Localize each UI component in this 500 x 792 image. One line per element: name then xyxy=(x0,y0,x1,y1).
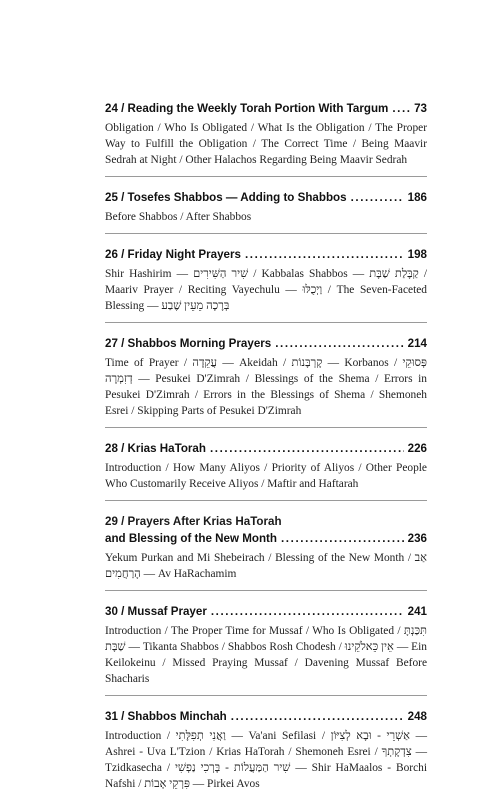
page-number: 248 xyxy=(407,710,427,723)
page-number: 226 xyxy=(407,442,427,455)
divider xyxy=(105,176,427,177)
divider xyxy=(105,427,427,428)
chapter-heading[interactable] xyxy=(105,189,427,206)
chapter-topics: Yekum Purkan and Mi Shebeirach / Blessing of the New Month / אַב הָרַחֲמִים — Av HaRachamim xyxy=(105,552,427,580)
chapter-topics: Shir Hashirim — שִׁיר הַשִּׁירִים / Kabbalas Shabbos — קַבָּלַת שַׁבָּת / Maariv Prayer / Reciting Vayechulu — וַיְכֻלּוּ / The Seven-Faceted Blessing — בְּרָכָה מֵעֵין שֶׁבַע xyxy=(105,268,428,312)
chapter-heading[interactable] xyxy=(105,708,427,725)
dot-leader xyxy=(281,530,404,547)
toc-entry-25 xyxy=(105,189,427,225)
chapter-title-line-2: and Blessing of the New Month xyxy=(105,532,277,545)
dot-leader xyxy=(211,603,404,620)
page-number: 241 xyxy=(407,605,427,618)
chapter-topics: Introduction / How Many Aliyos / Priority of Aliyos / Other People Who Customarily Receive Aliyos / Maftir and Haftarah xyxy=(105,462,427,490)
toc-entry-26 xyxy=(105,246,427,314)
page-number: 236 xyxy=(407,532,427,545)
chapter-heading[interactable] xyxy=(105,530,427,547)
chapter-title: 25 / Tosefes Shabbos — Adding to Shabbos xyxy=(105,191,347,204)
chapter-heading[interactable] xyxy=(105,100,427,117)
chapter-title: 24 / Reading the Weekly Torah Portion With Targum xyxy=(105,102,389,115)
chapter-topics: Obligation / Who Is Obligated / What Is the Obligation / The Proper Way to Fulfill the Obligation / The Correct Time / Being Maavir Sedrah at Night / Other Halachos Regarding Being Maavir Sedrah xyxy=(105,122,427,166)
page-number: 214 xyxy=(407,337,427,350)
chapter-topics: Introduction / וַאֲנִי תְפִלָּתִי — Va'ani Sefilasi / אַשְׁרֵי - וּבָא לְצִיּוֹן — Ashrei - Uva L'Tzion / Krias HaTorah / Shemoneh Esrei / צִדְקָתְךָ — Tzidkasecha / שִׁיר הַמַּעֲלוֹת - בָּרְכִי נַפְשִׁי — Shir HaMaalos - Borchi Nafshi / פִּרְקֵי אָבוֹת — Pirkei Avos xyxy=(105,730,428,790)
chapter-title: 28 / Krias HaTorah xyxy=(105,442,206,455)
chapter-heading[interactable] xyxy=(105,246,427,263)
dot-leader xyxy=(275,335,403,352)
chapter-heading[interactable] xyxy=(105,603,427,620)
chapter-topics: Introduction / The Proper Time for Mussaf / Who Is Obligated / תִּכַּנְתָּ שַׁבָּת — Tikanta Shabbos / Shabbos Rosh Chodesh / אֵין כֵּאלֹקֵינוּ — Ein Keilokeinu / Missed Praying Mussaf / Davening Mussaf Before Shacharis xyxy=(105,625,427,685)
table-of-contents xyxy=(105,100,427,792)
chapter-heading[interactable] xyxy=(105,440,427,457)
chapter-topics: Time of Prayer / עֲקֵדָה — Akeidah / קָרְבָּנוֹת — Korbanos / פְּסוּקֵי דְזִמְרָה — Pesukei D'Zimrah / Blessings of the Shema / Errors in Pesukei D'Zimrah / Errors in the Blessings of Shema / Shemoneh Esrei / Skipping Parts of Pesukei D'Zimrah xyxy=(105,357,427,417)
toc-entry-30 xyxy=(105,603,427,687)
toc-entry-24 xyxy=(105,100,427,168)
chapter-title: 30 / Mussaf Prayer xyxy=(105,605,207,618)
chapter-title-line-1[interactable]: 29 / Prayers After Krias HaTorah xyxy=(105,515,282,528)
dot-leader xyxy=(392,100,410,117)
chapter-title: 26 / Friday Night Prayers xyxy=(105,248,241,261)
dot-leader xyxy=(351,189,404,206)
chapter-title: 31 / Shabbos Minchah xyxy=(105,710,227,723)
chapter-title: 27 / Shabbos Morning Prayers xyxy=(105,337,272,350)
dot-leader xyxy=(231,708,404,725)
divider xyxy=(105,590,427,591)
toc-entry-27 xyxy=(105,335,427,419)
divider xyxy=(105,500,427,501)
toc-entry-28 xyxy=(105,440,427,492)
divider xyxy=(105,322,427,323)
page-number: 186 xyxy=(407,191,427,204)
toc-entry-29 xyxy=(105,513,427,582)
divider xyxy=(105,695,427,696)
dot-leader xyxy=(210,440,404,457)
chapter-topics: Before Shabbos / After Shabbos xyxy=(105,211,252,223)
divider xyxy=(105,233,427,234)
dot-leader xyxy=(245,246,404,263)
toc-entry-31 xyxy=(105,708,427,792)
page-number: 198 xyxy=(407,248,427,261)
chapter-heading[interactable] xyxy=(105,335,427,352)
page-number: 73 xyxy=(414,102,427,115)
